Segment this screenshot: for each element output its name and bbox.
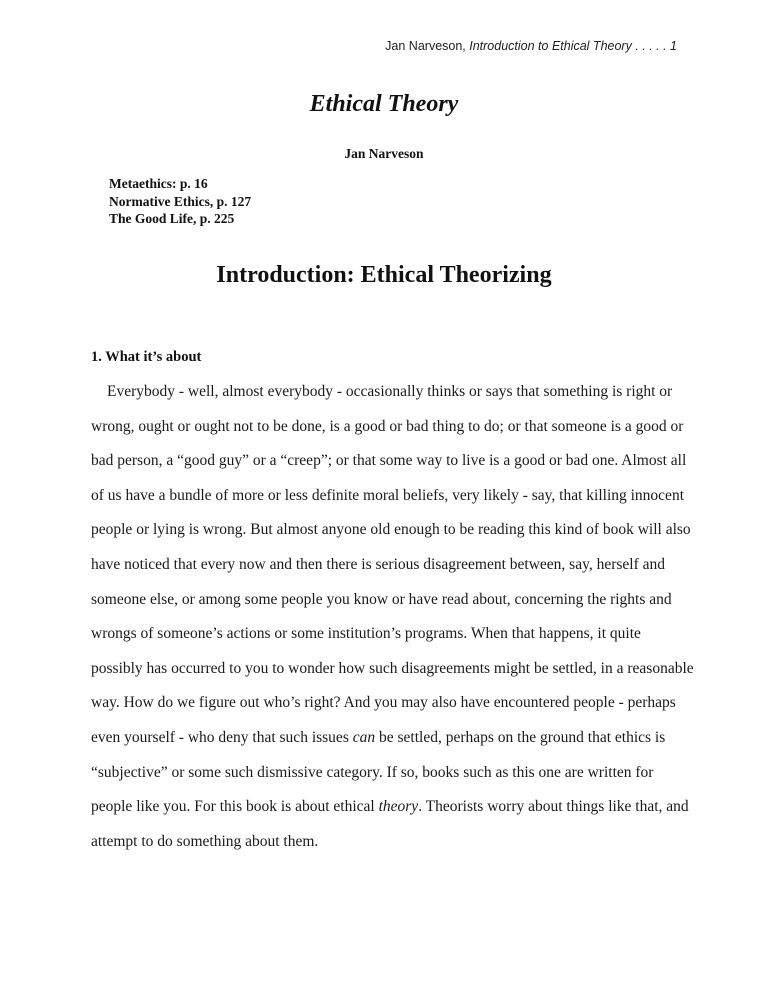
text-line: people or lying is wrong. But almost anyone old enough to be reading this kind of book will also xyxy=(91,521,691,539)
text-line xyxy=(91,797,691,832)
text-line: bad person, a “good guy” or a “creep”; or that some way to live is a good or bad one. Almost all xyxy=(91,452,687,470)
text-line: wrong, ought or ought not to be done, is a good or bad thing to do; or that someone is a good or xyxy=(91,417,684,435)
toc-item-good-life: The Good Life, p. 225 xyxy=(109,211,235,226)
text-line xyxy=(91,728,691,763)
body-paragraph xyxy=(91,382,694,866)
header-page-number: . . . . . 1 xyxy=(631,39,677,53)
table-of-contents xyxy=(109,175,251,228)
running-header xyxy=(385,39,677,53)
toc-item-normative-ethics: Normative Ethics, p. 127 xyxy=(109,193,252,209)
document-title: Ethical Theory xyxy=(309,91,459,117)
toc-item-metaethics: Metaethics: p. 16 xyxy=(109,176,208,191)
document-author: Jan Narveson xyxy=(344,146,424,161)
text-line: someone else, or among some people you know or have read about, concerning the rights and xyxy=(91,590,672,608)
text-span: people like you. For this book is about ethical xyxy=(91,798,379,816)
text-line: possibly has occurred to you to wonder how such disagreements might be settled, in a reasonable xyxy=(91,659,694,677)
text-line: have noticed that every now and then there is serious disagreement between, say, herself and xyxy=(91,555,666,573)
emphasis-theory: theory xyxy=(378,798,419,816)
text-line: way. How do we figure out who’s right? And you may also have encountered people - perhaps xyxy=(91,694,676,712)
section-heading: 1. What it’s about xyxy=(91,349,202,365)
text-line: of us have a bundle of more or less definite moral beliefs, very likely - say, that killing innocent xyxy=(91,486,684,504)
text-line: attempt to do something about them. xyxy=(91,832,319,850)
header-book-title: Introduction to Ethical Theory xyxy=(469,39,632,53)
text-line: wrongs of someone’s actions or some institution’s programs. When that happens, it quite xyxy=(91,625,641,643)
text-span: . Theorists worry about things like that, and xyxy=(418,798,689,816)
header-author: Jan Narveson, xyxy=(385,39,470,53)
emphasis-can: can xyxy=(352,728,376,746)
text-line: “subjective” or some such dismissive category. If so, books such as this one are written for xyxy=(91,763,654,781)
text-line: Everybody - well, almost everybody - occasionally thinks or says that something is right or xyxy=(107,383,673,400)
text-span: be settled, perhaps on the ground that ethics is xyxy=(375,728,666,746)
text-span: even yourself - who deny that such issues xyxy=(91,728,353,746)
chapter-title: Introduction: Ethical Theorizing xyxy=(216,262,552,288)
